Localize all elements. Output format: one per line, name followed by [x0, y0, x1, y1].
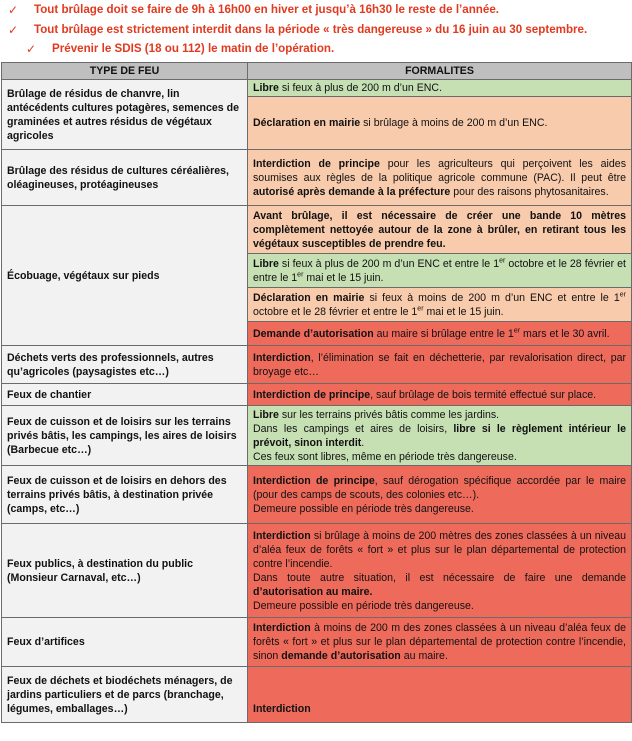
formalite-cell: Interdiction de principe, sauf brûlage de bois termité effectué sur place.: [248, 384, 632, 406]
fire-type-cell: Feux de cuisson et de loisirs en dehors des terrains privés bâtis, à destination privée (camps, etc…): [2, 466, 248, 524]
formalite-cell: Libre sur les terrains privés bâtis comme les jardins. Dans les campings et aires de loisirs, libre si le règlement intérieur le prévoit, sinon interdit. Ces feux sont libres, même en période très dangereuse.: [248, 406, 632, 466]
fire-type-cell: Déchets verts des professionnels, autres qu’agricoles (paysagistes etc…): [2, 346, 248, 384]
fire-type-cell: Brûlage de résidus de chanvre, lin antécédents cultures potagères, semences de graminées et autres résidus de végétaux agricoles: [2, 80, 248, 150]
fire-type-cell: Feux de chantier: [2, 384, 248, 406]
table-header-row: [2, 63, 632, 80]
table-row: [2, 524, 632, 618]
checkmark-icon: ✓: [26, 42, 37, 56]
formalite-cell: Interdiction si brûlage à moins de 200 mètres des zones classées à un niveau d’aléa feux de forêts « fort » et plus sur le plan départemental de protection contre l’incendie. Dans toute autre situation, il est nécessaire de faire une demande d’autorisation au maire. Demeure possible en période très dangereuse.: [248, 524, 632, 618]
fire-type-cell: Feux publics, à destination du public (Monsieur Carnaval, etc…): [2, 524, 248, 618]
rule-bullet: ✓ Tout brûlage doit se faire de 9h à 16h00 en hiver et jusqu’à 16h30 le reste de l’année.: [8, 3, 499, 17]
fire-type-cell: Feux de cuisson et de loisirs sur les terrains privés bâtis, les campings, les aires de loisirs (Barbecue etc…): [2, 406, 248, 466]
fire-type-cell: Feux d’artifices: [2, 618, 248, 667]
header-type: TYPE DE FEU: [2, 63, 248, 80]
fire-regulations-table: [1, 62, 632, 723]
formalite-cell: Interdiction de principe pour les agriculteurs qui perçoivent les aides soumises aux règles de la politique agricole commune (PAC). Il peut être autorisé après demande à la préfecture pour des raisons phytosanitaires.: [248, 150, 632, 206]
rule-bullet: ✓ Prévenir le SDIS (18 ou 112) le matin de l’opération.: [26, 42, 335, 56]
header-formalites: FORMALITES: [248, 63, 632, 80]
table-row: [2, 206, 632, 254]
rules-bullet-list: [0, 0, 632, 62]
table-row: [2, 80, 632, 97]
rule-bullet: ✓ Tout brûlage est strictement interdit dans la période « très dangereuse » du 16 juin au 30 septembre.: [8, 23, 588, 37]
formalite-cell: Interdiction de principe, sauf dérogation spécifique accordée par le maire (pour des camps de scouts, des colonies etc…). Demeure possible en période très dangereuse.: [248, 466, 632, 524]
fire-type-cell: Écobuage, végétaux sur pieds: [2, 206, 248, 346]
formalite-cell: Interdiction à moins de 200 m des zones classées à un niveau d’aléa feux de forêts « fort » et plus sur le plan départemental de protection contre l’incendie, sinon demande d’autorisation au maire.: [248, 618, 632, 667]
formalite-cell: Libre si feux à plus de 200 m d’un ENC.: [248, 80, 632, 97]
checkmark-icon: ✓: [8, 3, 19, 17]
checkmark-icon: ✓: [8, 23, 19, 37]
table-row: [2, 406, 632, 466]
table-row: [2, 466, 632, 524]
formalite-cell: Interdiction: [248, 667, 632, 723]
fire-type-cell: Brûlage des résidus de cultures céréalières, oléagineuses, protéagineuses: [2, 150, 248, 206]
table-row: [2, 384, 632, 406]
table-row: [2, 346, 632, 384]
fire-type-cell: Feux de déchets et biodéchets ménagers, de jardins particuliers et de parcs (branchage, légumes, emballages…): [2, 667, 248, 723]
formalite-cell: Avant brûlage, il est nécessaire de créer une bande 10 mètres complètement nettoyée autour de la zone à brûler, en retirant tous les végétaux susceptibles de prendre feu.: [248, 206, 632, 254]
formalite-cell: Déclaration en mairie si feux à moins de 200 m d’un ENC et entre le 1er octobre et le 28 février et entre le 1er mai et le 15 juin.: [248, 288, 632, 322]
table-row: [2, 150, 632, 206]
formalite-cell: Déclaration en mairie si brûlage à moins de 200 m d’un ENC.: [248, 97, 632, 150]
formalite-cell: Libre si feux à plus de 200 m d’un ENC et entre le 1er octobre et le 28 février et entre le 1er mai et le 15 juin.: [248, 254, 632, 288]
table-row: [2, 618, 632, 667]
table-row: [2, 667, 632, 723]
formalite-cell: Interdiction, l’élimination se fait en déchetterie, par revalorisation direct, par broyage etc…: [248, 346, 632, 384]
formalite-cell: Demande d’autorisation au maire si brûlage entre le 1er mars et le 30 avril.: [248, 322, 632, 346]
